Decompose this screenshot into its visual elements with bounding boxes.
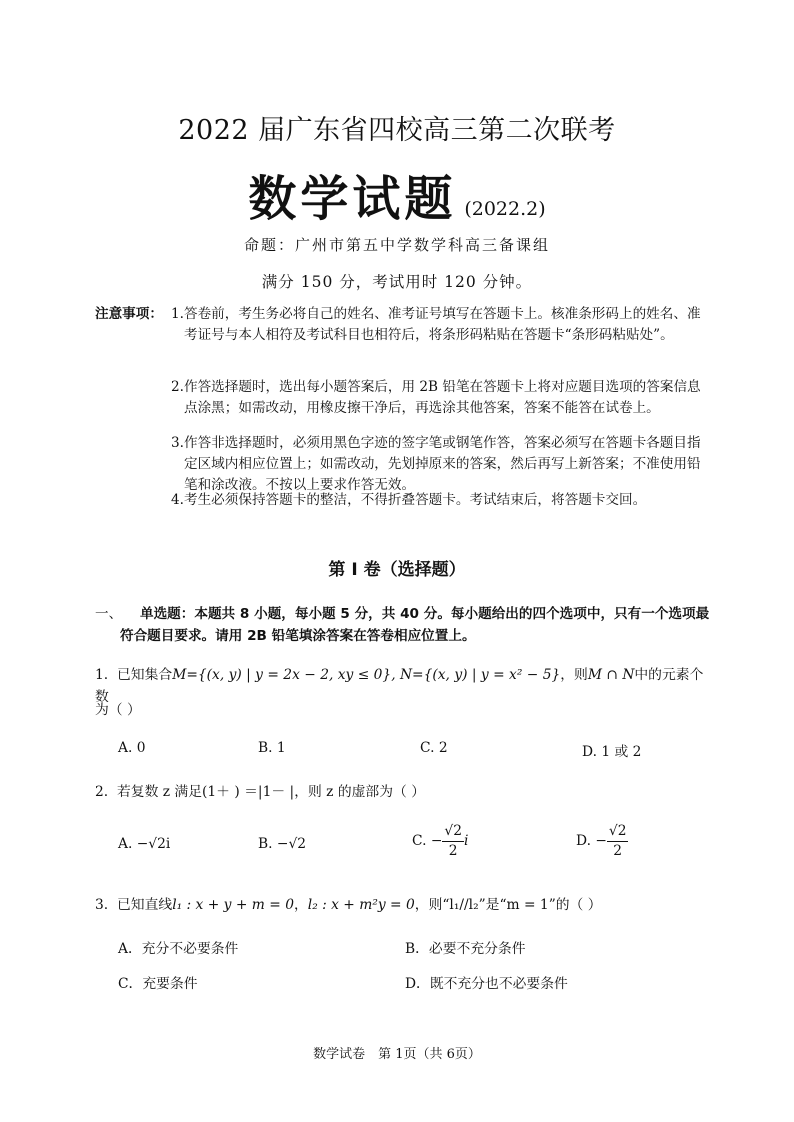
question-number: 3. (95, 897, 109, 913)
part-number: 一、 (95, 606, 123, 622)
line-l2: l₂ : x + m²y = 0 (307, 897, 415, 913)
option-b: B. 1 (258, 740, 286, 756)
question-2 (95, 780, 715, 800)
question-text: 若复数 z 满足(1＋ ) ＝|1－ |，则 z 的虚部为（ ） (117, 784, 425, 800)
question-number: 2. (95, 784, 109, 800)
question-text: 已知集合 (117, 667, 173, 683)
option-d-sign: D. − (576, 833, 607, 849)
notice-item-num: 2. (171, 379, 184, 395)
notice-item-text: 作答选择题时，选出每小题答案后，用 2B 铅笔在答题卡上将对应题目选项的答案信息点涂黑；如需改动，用橡皮擦干净后，再选涂其他答案，答案不能答在试卷上。 (184, 379, 701, 416)
notice-item-num: 1. (171, 306, 184, 322)
question-number: 1. (95, 667, 109, 683)
notice-item-text: 作答非选择题时，必须用黑色字迹的签字笔或钢笔作答，答案必须写在答题卡各题目指定区域内相应位置上；如需改动，先划掉原来的答案，然后再写上新答案；不准使用铅笔和涂改液。不按以上要求作答无效。 (184, 435, 701, 493)
option-d: D. 1 或 2 (582, 744, 642, 760)
notice-item (171, 304, 711, 346)
option-a: A. 0 (118, 740, 146, 756)
set-definition: M={(x, y) | y = 2x − 2, xy ≤ 0}, N={(x, y) | y = x² − 5} (172, 667, 561, 683)
fraction-numerator: √2 (607, 822, 629, 842)
question-text: 中的元素个数 (95, 667, 704, 705)
notice-item-num: 3. (171, 435, 184, 451)
intersection-expression: M ∩ N (587, 667, 635, 683)
option-b: B. −√2 (258, 836, 307, 852)
exam-title: 2022 届广东省四校高三第二次联考 (178, 115, 616, 146)
fraction-denominator: 2 (613, 843, 623, 859)
option-b: B．必要不充分条件 (405, 941, 526, 957)
notice-item-text: 考生必须保持答题卡的整洁，不得折叠答题卡。考试结束后，将答题卡交回。 (184, 492, 647, 508)
option-d: D．既不充分也不必要条件 (405, 976, 568, 992)
question-text: ， (293, 897, 308, 913)
fraction-numerator: √2 (442, 822, 464, 842)
option-d (576, 822, 628, 861)
author-line: 命题：广州市第五中学数学科高三备课组 (243, 236, 550, 254)
fraction (607, 822, 629, 861)
option-a: A．充分不必要条件 (118, 941, 239, 957)
notice-item-num: 4. (171, 492, 184, 508)
question-text: 为（ ） (95, 702, 141, 718)
question-1-continued (95, 698, 715, 718)
option-c: C. 2 (420, 740, 448, 756)
fraction (442, 822, 464, 861)
option-c: C．充要条件 (118, 976, 198, 992)
exam-date: (2022.2) (464, 198, 546, 220)
part-instructions: 单选题：本题共 8 小题，每小题 5 分，共 40 分。每小题给出的四个选项中，只有一个选项最符合题目要求。请用 2B 铅笔填涂答案在答卷相应位置上。 (120, 606, 710, 644)
notice-item-text: 答卷前，考生务必将自己的姓名、准考证号填写在答题卡上。核准条形码上的姓名、准考证号与本人相符及考试科目也相符后，将条形码粘贴在答题卡“条形码粘贴处”。 (184, 306, 701, 343)
notice-item (171, 377, 711, 419)
notice-label: 注意事项： (95, 306, 163, 322)
subject-title (0, 160, 794, 229)
notice-item (171, 433, 711, 496)
question-3 (95, 893, 715, 913)
page-footer: 数学试卷 第 1页（共 6页） (313, 1047, 481, 1062)
question-text: ，则“l₁//l₂”是“m = 1”的（ ） (414, 897, 602, 913)
part-heading (95, 603, 715, 647)
line-l1: l₁ : x + y + m = 0 (172, 897, 294, 913)
fraction-denominator: 2 (448, 843, 458, 859)
question-text: 已知直线 (117, 897, 173, 913)
question-text: ，则 (560, 667, 588, 683)
subject-title-text: 数学试题 (248, 171, 457, 227)
option-a: A. −√2i (118, 836, 171, 852)
option-c-sign: C. − (412, 833, 443, 849)
notice-item (171, 490, 711, 511)
option-c (412, 822, 468, 861)
section-title: 第 I 卷（选择题） (328, 560, 466, 580)
score-time-line: 满分 150 分，考试用时 120 分钟。 (261, 273, 533, 291)
option-c-suffix: i (463, 833, 469, 849)
